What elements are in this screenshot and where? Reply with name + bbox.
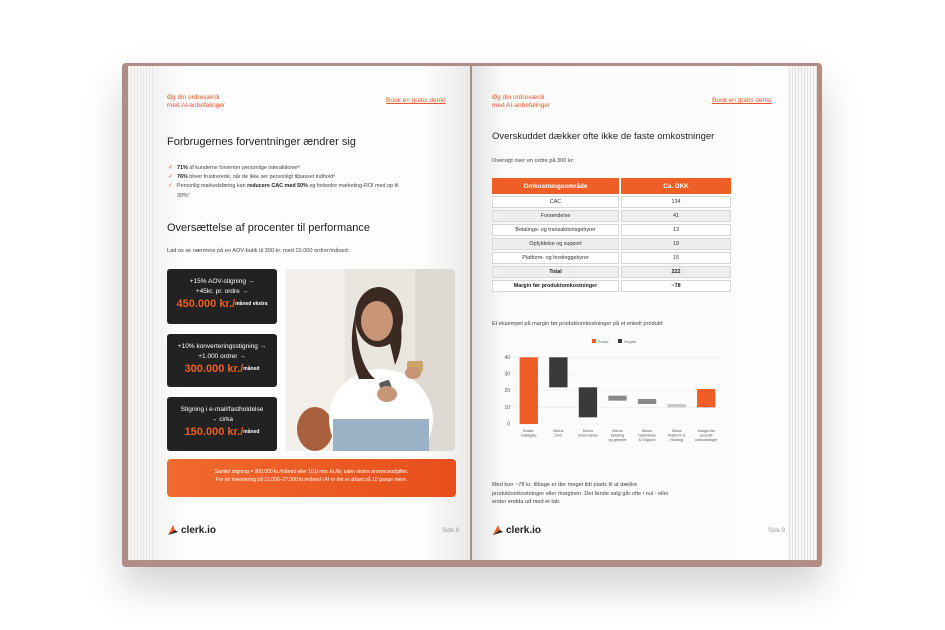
table-row-margin: Margin før produktomkostninger ~78 xyxy=(492,280,731,292)
list-item: ✓ 71% af kunderne forventer personlige interaktioner⁶ xyxy=(168,164,408,173)
header-subtitle-line2: med AI-anbefalinger xyxy=(492,102,551,109)
check-icon: ✓ xyxy=(168,165,174,171)
left-page xyxy=(154,66,470,560)
header-subtitle-line1: Øg din ordreværdi xyxy=(492,94,545,101)
table-row: Platform- og hostinggebyrer 15 xyxy=(492,252,731,264)
chart-caption: Et eksempel på margin før produktomkostninger på et enkelt produkt: xyxy=(492,321,664,327)
x-tick-label: Minus forsendelse xyxy=(578,429,598,438)
clerk-mark-icon xyxy=(167,524,179,536)
waterfall-bar xyxy=(579,387,597,417)
table-row: CAC 134 xyxy=(492,196,731,208)
waterfall-bar xyxy=(549,357,567,387)
page-number: Side 9 xyxy=(768,528,786,534)
stat-card-conversion: +10% konverteringsstigning → +1.000 ordrer → 300.000 kr./måned xyxy=(167,334,277,387)
book-demo-link[interactable]: Book en gratis demo xyxy=(386,97,446,104)
page-number: Side 8 xyxy=(442,528,460,534)
x-tick-label: Minus Opfyldelse & Support xyxy=(638,429,657,442)
header-subtitle xyxy=(167,94,225,110)
clerk-mark-icon xyxy=(492,524,504,536)
stats-bullet-list xyxy=(168,164,408,201)
y-tick-label: 0 xyxy=(507,421,510,428)
column-header: Ca. DKK xyxy=(621,178,731,194)
column-header: Omkostningsområde xyxy=(492,178,619,194)
waterfall-bar xyxy=(667,404,685,407)
brand-name: clerk.io xyxy=(506,524,542,536)
header-subtitle xyxy=(492,94,550,110)
closing-line3: ender endda ud med et tab. xyxy=(492,499,561,505)
x-tick-label: Brutto-indtægter xyxy=(520,429,537,438)
clerk-logo xyxy=(167,524,216,536)
table-row-total: Total 222 xyxy=(492,266,731,278)
page-title: Forbrugernes forventninger ændrer sig xyxy=(167,136,356,148)
closing-line1: Med kun ~78 kr. tilbage er der meget lidt plads til at dække xyxy=(492,482,638,488)
waterfall-bar xyxy=(608,396,626,401)
legend-label-positive: Positiv xyxy=(598,340,609,344)
intro-text: Lad os se nærmere på en AOV-butik til 300 kr. med 10.000 ordrer/måned: xyxy=(167,248,350,254)
x-tick-label: Margin før produkt omkostninger xyxy=(694,429,718,442)
clerk-logo xyxy=(492,524,541,536)
list-item: ✓ Personlig markedsføring kan reducere CAC med 50% og forbedre marketing-ROI med op til 30%⁷ xyxy=(168,183,399,199)
closing-text xyxy=(492,481,669,507)
table-row: Forsendelse 41 xyxy=(492,210,731,222)
summary-banner xyxy=(167,459,456,497)
page-edges-right xyxy=(787,66,817,560)
y-tick-label: 30 xyxy=(504,371,510,378)
waterfall-bar xyxy=(638,399,656,404)
x-tick-label: Minus CAC xyxy=(553,429,564,438)
woman-with-phone-photo xyxy=(285,269,455,451)
waterfall-bar xyxy=(520,357,538,424)
stat-card-aov: +15% AOV-stigning → +45kr. pr. ordre → 450.000 kr./måned ekstra xyxy=(167,269,277,324)
legend-swatch-positive xyxy=(592,339,596,343)
table-intro: Oversigt over en ordre på 300 kr: xyxy=(492,158,575,164)
table-row: Betalings- og transaktionsgebyrer 13 xyxy=(492,224,731,236)
closing-line2: produktomkostninger eller marginen. Det første salg går ofte i nul - eller xyxy=(492,490,669,497)
y-tick-label: 20 xyxy=(504,388,510,395)
book-demo-link[interactable]: Book en gratis demo xyxy=(712,97,772,104)
check-icon: ✓ xyxy=(168,174,174,181)
section-title: Oversættelse af procenter til performance xyxy=(167,222,370,234)
x-tick-label: Minus betaling og gebyrer xyxy=(608,429,627,442)
waterfall-bar xyxy=(697,389,715,407)
banner-line2: For en investering på 15.000–27.000 kr./måned i AI er det et afkast på 10 gange mere. xyxy=(215,477,408,483)
x-tick-label: Minus Platform & Hosting xyxy=(667,429,686,442)
waterfall-chart xyxy=(486,336,736,471)
check-icon: ✓ xyxy=(168,183,174,190)
y-tick-label: 40 xyxy=(504,354,510,361)
header-subtitle-line2: med AI-anbefalinger xyxy=(167,102,226,109)
page-title: Overskuddet dækker ofte ikke de faste omkostninger xyxy=(492,131,715,142)
y-tick-label: 10 xyxy=(504,404,510,411)
legend-swatch-negative xyxy=(618,339,622,343)
stat-card-retention: Stigning i e-mail/fastholdelse → cirka 150.000 kr./måned xyxy=(167,397,277,451)
banner-line1: Samlet stigning = 900.000 kr./måned eller 10,8 mio. kr./år, uden ekstra annonceudgifter. xyxy=(214,469,409,475)
brand-name: clerk.io xyxy=(181,524,217,536)
right-page xyxy=(472,66,788,560)
cost-table xyxy=(490,176,733,294)
list-item: ✓ 76% bliver frustrerede, når de ikke ser personligt tilpasset indhold⁶ xyxy=(168,173,408,182)
header-subtitle-line1: Øg din ordreværdi xyxy=(167,94,220,101)
table-row: Opfyldelse og support 19 xyxy=(492,238,731,250)
legend-label-negative: Negativ xyxy=(624,340,637,344)
